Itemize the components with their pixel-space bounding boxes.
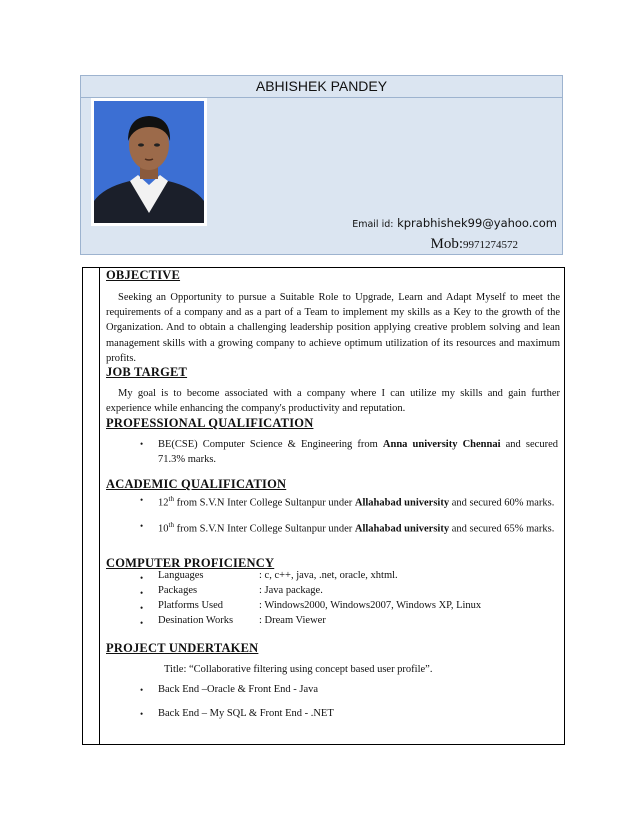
mobile-line (430, 236, 518, 253)
project-heading: PROJECT UNDERTAKEN (106, 641, 259, 655)
computer-row-value: : Java package. (259, 585, 323, 596)
bullet-icon: • (140, 709, 144, 719)
academic-item-2 (158, 518, 558, 537)
computer-heading: COMPUTER PROFICIENCY (106, 556, 275, 570)
professional-item-post: and secured 71.3% marks. (158, 439, 558, 465)
job-target-heading: JOB TARGET (106, 365, 188, 379)
computer-row-key: Packages (158, 585, 198, 596)
computer-row-value: : Windows2000, Windows2007, Windows XP, Linux (259, 600, 482, 611)
computer-row-value: : Dream Viewer (259, 615, 326, 626)
professional-item-bold: Anna university Chennai (382, 439, 501, 450)
mobile-value: 9971274572 (463, 239, 518, 251)
bullet-icon: • (140, 495, 144, 505)
bullet-icon: • (140, 573, 144, 583)
academic-item-1-sup: th (168, 495, 174, 503)
email-label: Email id: (352, 219, 394, 230)
resume-header (80, 75, 563, 255)
project-title: Title: “Collaborative filtering using concept based user profile”. (164, 664, 433, 675)
bullet-icon: • (140, 603, 144, 613)
academic-item-2-sup: th (168, 521, 174, 529)
academic-item-1 (158, 492, 558, 511)
computer-row-key: Platforms Used (158, 600, 224, 611)
bullet-icon: • (140, 618, 144, 628)
academic-item-2-pre: from S.V.N Inter College Sultanpur under (173, 523, 355, 535)
objective-text: Seeking an Opportunity to pursue a Suitable Role to Upgrade, Learn and Adapt Myself to meet the requirements of a company and as a part of a Team to implement my skills as a Key to the growth of the Organization. And to obtain a challenging leadership position applying creative problem solving and lean management skills with a growing company to achieve optimum utilization of its resources and maximum profits. (106, 292, 560, 364)
professional-heading: PROFESSIONAL QUALIFICATION (106, 416, 314, 430)
academic-item-2-bold: Allahabad university (354, 523, 450, 535)
bullet-icon: • (140, 685, 144, 695)
computer-row-key: Languages (158, 570, 204, 581)
project-item: Back End –Oracle & Front End - Java (158, 684, 319, 695)
mobile-label: Mob: (430, 236, 463, 252)
professional-item-pre: BE(CSE) Computer Science & Engineering from (158, 439, 383, 450)
bullet-icon: • (140, 521, 144, 531)
academic-item-2-post: and secured 65% marks. (449, 523, 555, 535)
academic-heading: ACADEMIC QUALIFICATION (106, 477, 287, 491)
academic-item-2-num: 10 (158, 523, 169, 535)
computer-row-key: Desination Works (158, 615, 234, 626)
profile-photo (91, 98, 207, 226)
profile-photo-image (94, 101, 204, 223)
email-line (352, 216, 557, 230)
academic-item-1-bold: Allahabad university (354, 497, 450, 509)
bullet-icon: • (140, 439, 144, 449)
computer-row-value: : c, c++, java, .net, oracle, xhtml. (259, 570, 398, 581)
job-target-text: My goal is to become associated with a company where I can utilize my skills and gain further experience while enhancing the company's productivity and reputation. (106, 388, 560, 415)
left-margin-line (99, 268, 100, 744)
objective-heading: OBJECTIVE (106, 268, 181, 282)
academic-item-1-pre: from S.V.N Inter College Sultanpur under (173, 497, 355, 509)
project-item: Back End – My SQL & Front End - .NET (158, 708, 334, 719)
candidate-name: ABHISHEK PANDEY (81, 76, 562, 98)
resume-body (82, 267, 565, 745)
bullet-icon: • (140, 588, 144, 598)
academic-item-1-post: and secured 60% marks. (449, 497, 555, 509)
academic-item-1-num: 12 (158, 497, 169, 509)
professional-item (158, 437, 558, 467)
email-value[interactable]: kprabhishek99@yahoo.com (397, 216, 557, 230)
